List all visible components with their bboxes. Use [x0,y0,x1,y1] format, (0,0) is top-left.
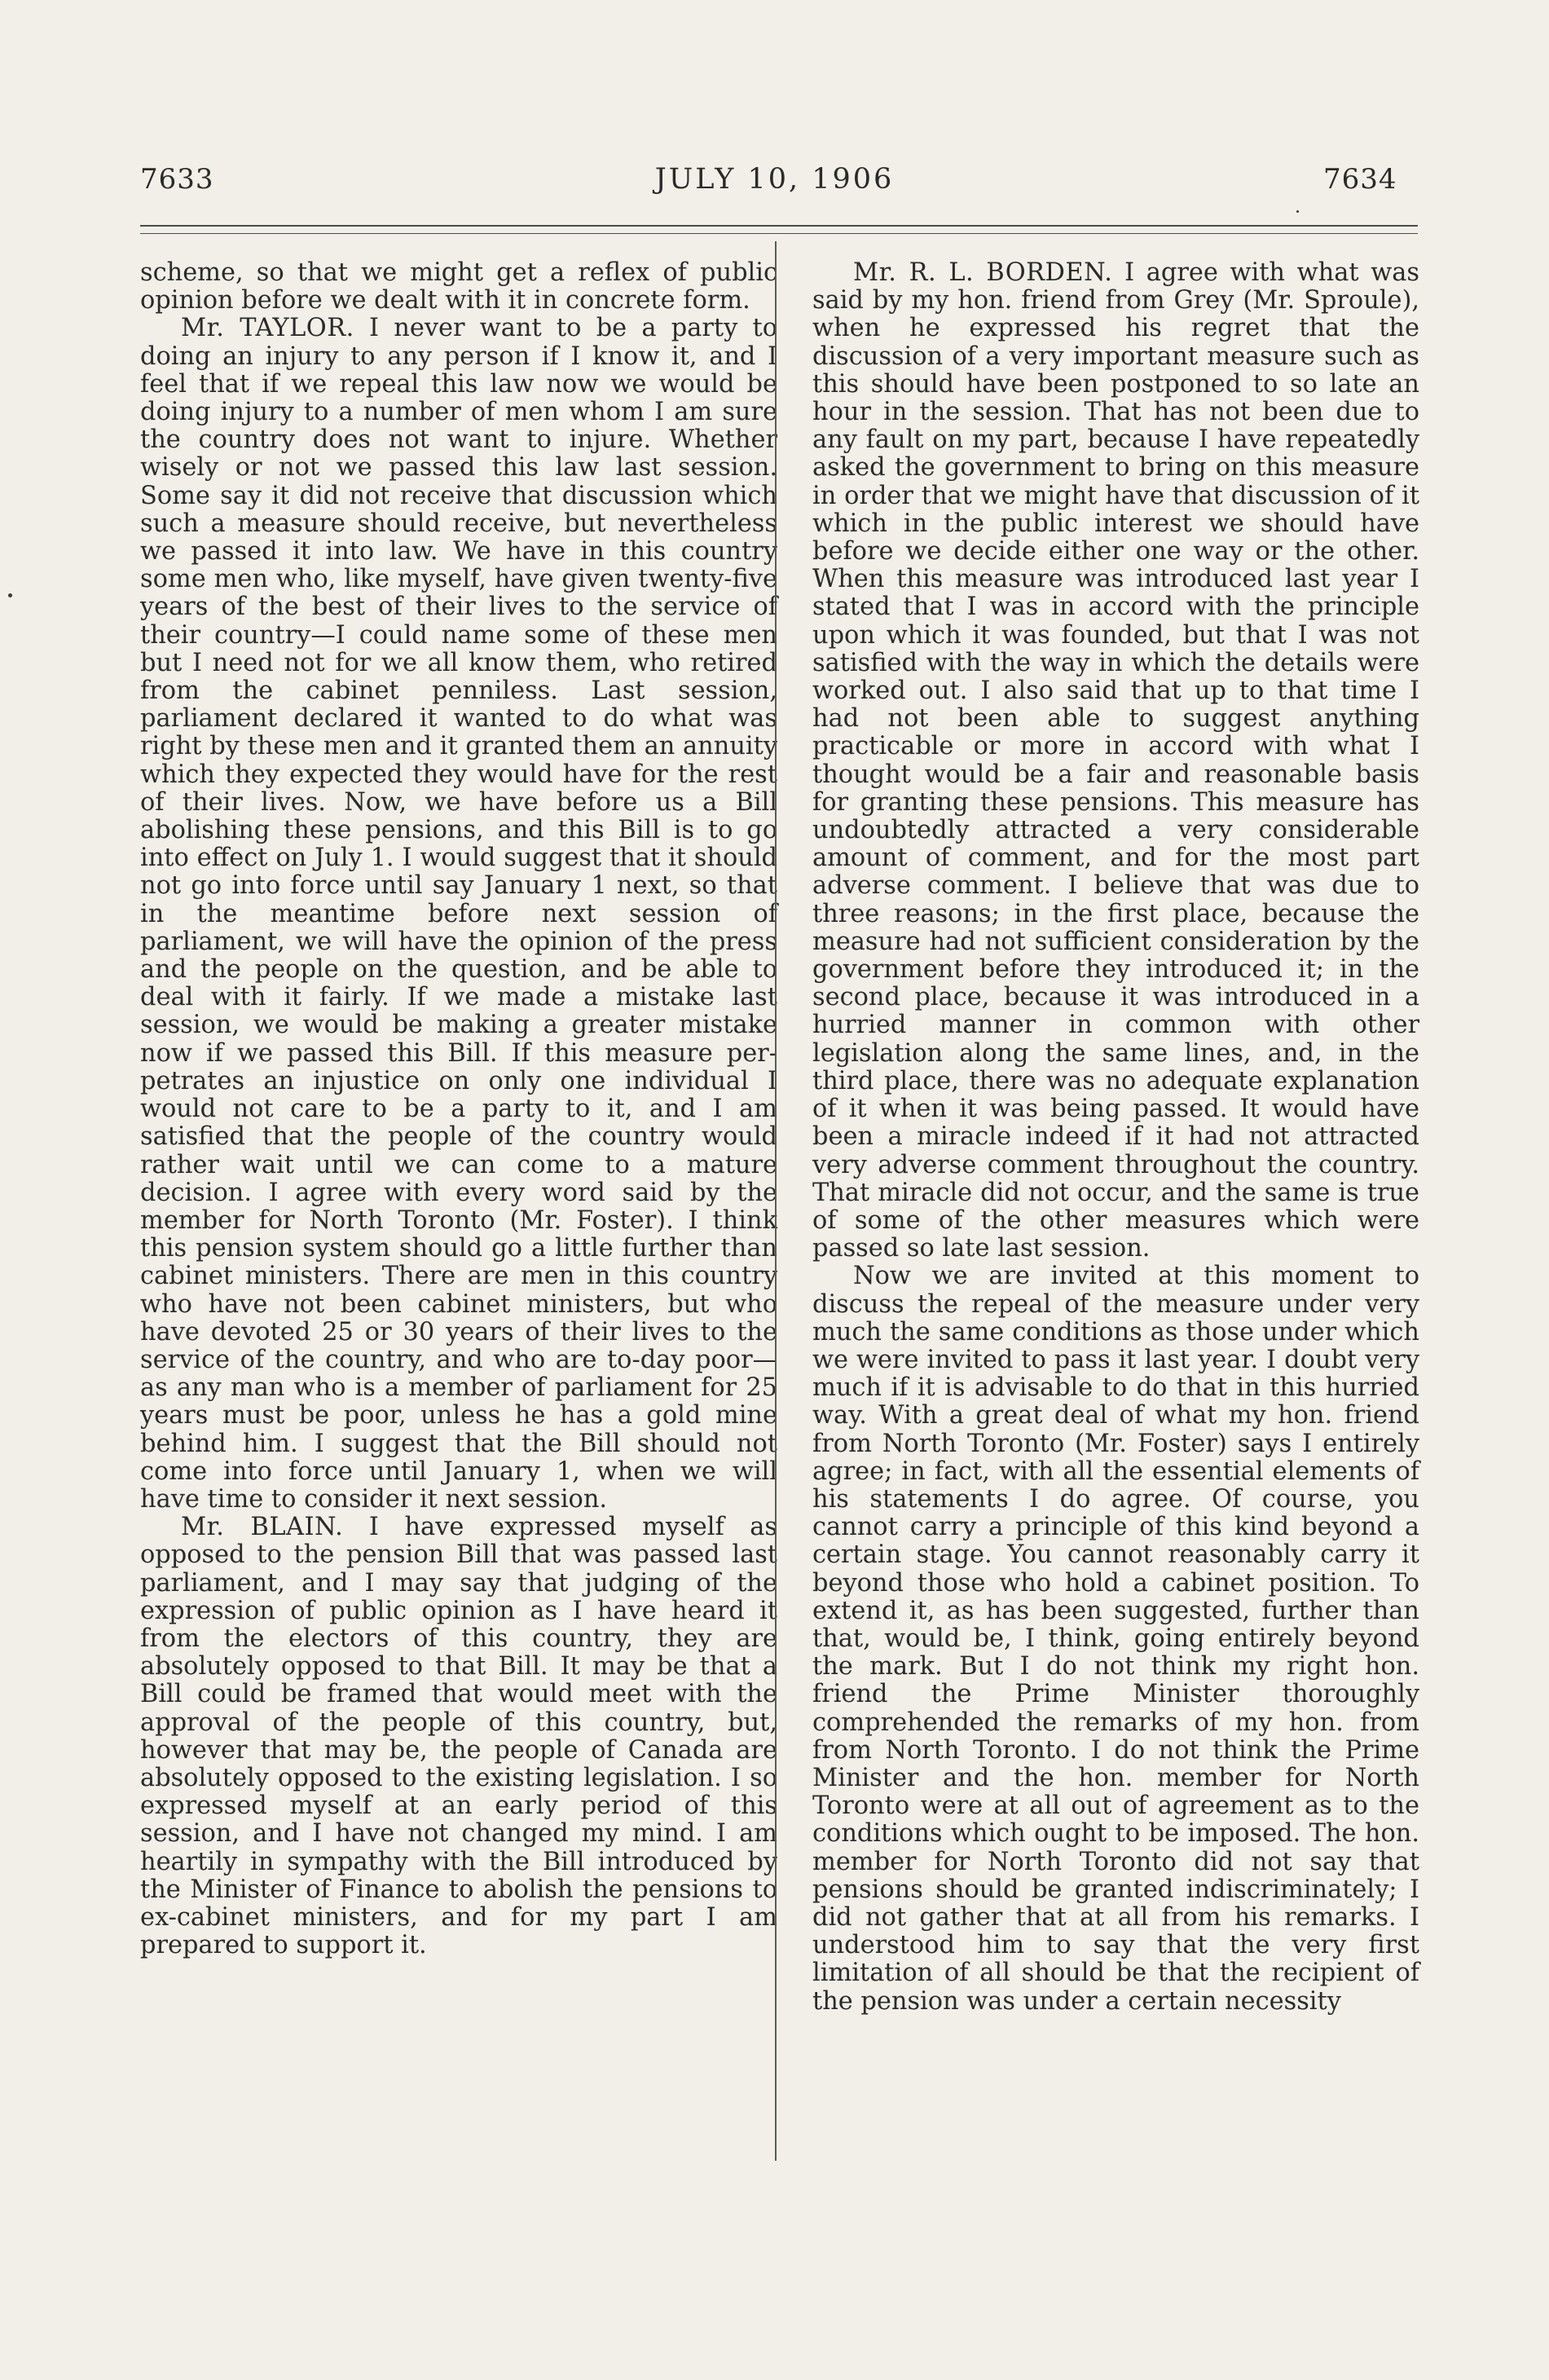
page-date-header: JULY 10, 1906 [654,163,895,196]
paragraph-text: I agree with what was said by my hon. friend from Grey (Mr. Sproule), when he expressed his regret that the discussion of a very important measure such as this should have been postponed to so late an hour in the session. That has not been due to any fault on my part, because I have repeatedly asked the government to bring on this measure in order that we might have that discussion of it which in the public interest we should have before we decide either one way or the other. When this measure was introduced last year I stated that I was in accord with the principle upon which it was founded, but that I was not satisfied with the way in which the details were worked out. I also said that up to that time I had not been able to suggest anything practicable or more in accord with what I thought would be a fair and reasonable basis for granting these pensions. This measure has undoubtedly attracted a very considerable amount of comment, and for the most part adverse comment. I believe that was due to three reasons; in the first place, because the measure had not sufficient consideration by the government before they introduced it; in the second place, because it was introduced in a hurried manner in common with other legislation along the same lines, and, in the third place, there was no adequate explanation of it when it was being passed. It would have been a miracle indeed if it had not attracted very adverse comment throughout the country. That miracle did not occur, and the same is true of some of the other measures which were passed so late last session. [812,258,1419,1263]
left-column [140,259,777,1959]
page-number-right: 7634 [1323,163,1397,196]
paragraph-text: Now we are invited at this moment to discuss the repeal of the measure under very much the same conditions as those under which we were invited to pass it last year. I doubt very much if it is advisable to do that in this hurried way. With a great deal of what my hon. friend from North Toronto (Mr. Foster) says I entirely agree; in fact, with all the essential elements of his statements I do agree. Of course, you cannot carry a principle of this kind beyond a certain stage. You cannot reasonably carry it beyond those who hold a cabinet position. To extend it, as has been suggested, further than that, would be, I think, going entirely beyond the mark. But I do not think my right hon. friend the Prime Minister thoroughly comprehended the remarks of my hon. from from North Toronto. I do not think the Prime Minister and the hon. member for North Toronto were at all out of agreement as to the conditions which ought to be imposed. The hon. member for North Toronto did not say that pensions should be granted indiscriminately; I did not gather that at all from his remarks. I understood him to say that the very first limitation of all should be that the recipient of the pension was under a certain necessity [812,1262,1419,2016]
paragraph-text: scheme, so that we might get a reflex of public opinion before we dealt with it in concrete form. [140,258,777,315]
paragraph-borden-continued [812,1263,1419,2015]
paragraph-text: I never want to be a party to doing an injury to any person if I know it, and I feel that if we repeal this law now we would be doing injury to a number of men whom I am sure the country does not want to injure. Whether wisely or not we passed this law last session. Some say it did not receive that discussion which such a measure should receive, but nevertheless we passed it into law. We have in this country some men who, like myself, have given twenty-five years of the best of their lives to the service of their country—I could name some of these men but I need not for we all know them, who retired from the cabinet penniless. Last session, parliament declared it wanted to do what was right by these men and it granted them an annuity which they expected they would have for the rest of their lives. Now, we have before us a Bill abolishing these pensions, and this Bill is to go into effect on July 1. I would suggest that it should not go into force until say January 1 next, so that in the meantime before next session of parliament, we will have the opinion of the press and the people on the question, and be able to deal with it fairly. If we made a mistake last session, we would be making a greater mistake now if we passed this Bill. If this measure perpetrates an injustice on only one individual I would not care to be a party to it, and I am satisfied that the people of the country would rather wait until we can come to a mature decision. I agree with every word said by the member for North Toronto (Mr. Foster). I think this pension system should go a little further than cabinet ministers. There are men in this country who have not been cabinet ministers, but who have devoted 25 or 30 years of their lives to the service of the country, and who are to-day poor—as any man who is a member of parliament for 25 years must be poor, unless he has a gold mine behind him. I suggest that the Bill should not come into force until January 1, when we will have time to consider it next session. [140,314,778,1514]
header-rule-top [140,225,1418,227]
paragraph-text: I have expressed myself as opposed to the pension Bill that was passed last parliament, and I may say that judging of the expression of public opinion as I have heard it from the electors of this country, they are absolutely opposed to that Bill. It may be that a Bill could be framed that would meet with the approval of the people of this country, but, however that may be, the people of Canada are absolutely opposed to the existing legislation. I so expressed myself at an early period of this session, and I have not changed my mind. I am heartily in sympathy with the Bill introduced by the Minister of Finance to abolish the pensions to ex-cabinet ministers, and for my part I am prepared to support it. [140,1513,777,1960]
margin-speck [8,593,12,597]
paragraph-continuation [140,259,777,315]
column-divider [775,241,777,2161]
speaker-name: Mr. BLAIN. [181,1513,344,1542]
page-number-left: 7633 [140,163,214,196]
right-column [812,259,1419,2016]
speaker-name: Mr. R. L. BORDEN. [853,258,1113,287]
paragraph-blain [140,1514,777,1959]
paragraph-borden [812,259,1419,1263]
header-rule-bottom [140,233,1418,234]
paragraph-taylor [140,315,777,1514]
speaker-name: Mr. TAYLOR. [181,314,354,343]
margin-speck [1296,210,1299,213]
